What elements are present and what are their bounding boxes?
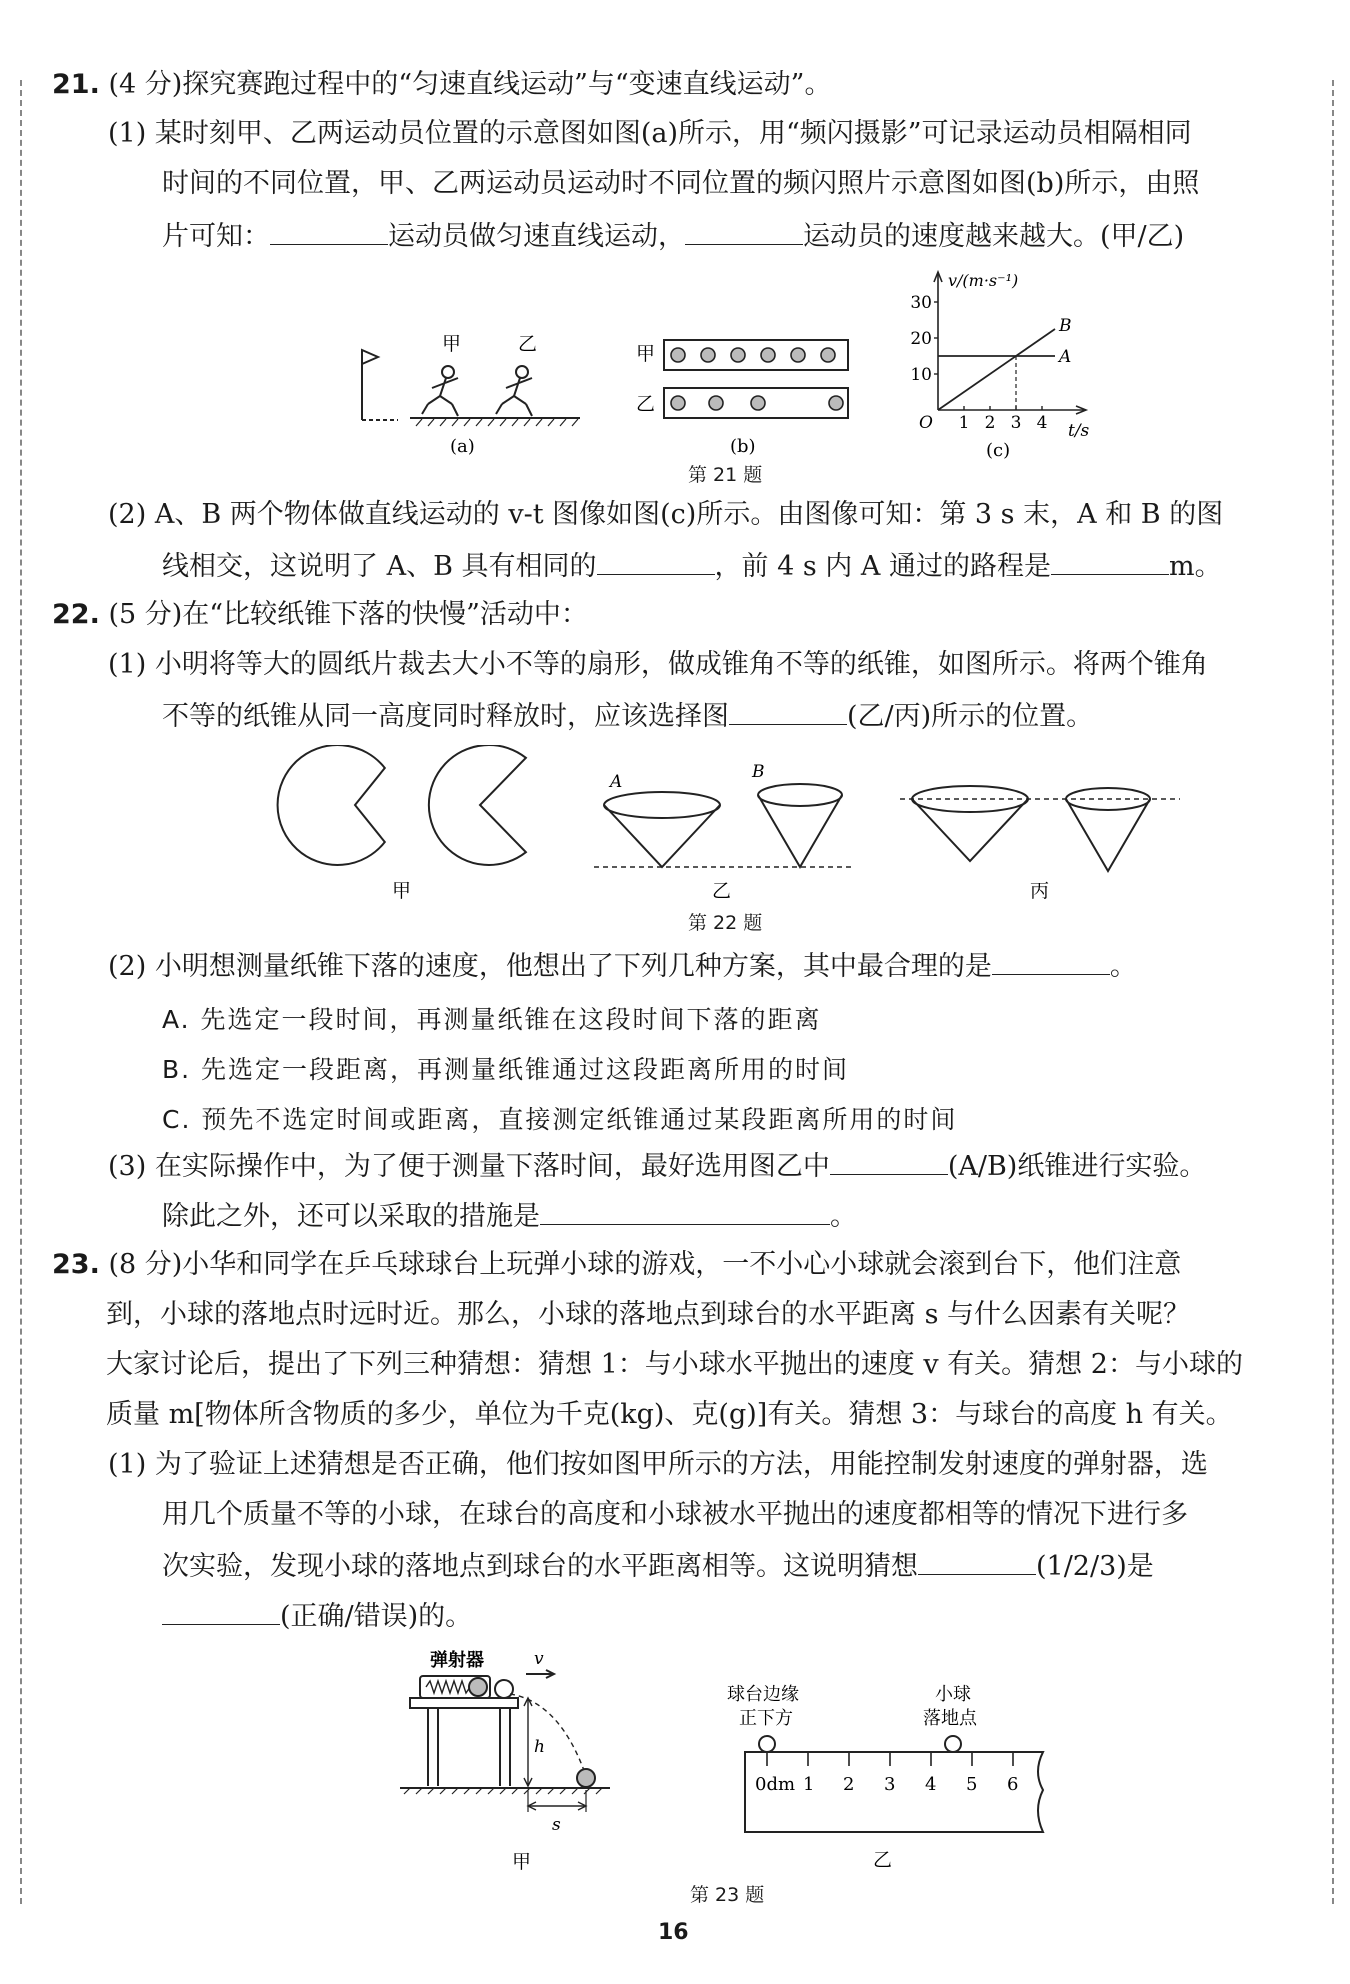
q21-vt-chart: [902, 262, 1102, 462]
q22-yi-label: 乙: [712, 880, 732, 902]
q23-p1-text-c: (正确/错误)的。: [280, 1601, 473, 1632]
q22-p3-line2: [162, 1198, 857, 1234]
ruler-tick-5: 5: [966, 1774, 978, 1795]
q22-choice-C[interactable]: C. 预先不选定时间或距离，直接测定纸锥通过某段距离所用的时间: [162, 1105, 958, 1134]
q22-blank-2[interactable]: [992, 948, 1110, 975]
q22-p1-text-a: 不等的纸锥从同一高度同时释放时，应该选择图: [162, 701, 729, 732]
q21-stem-text: (4 分)探究赛跑过程中的“匀速直线运动”与“变速直线运动”。: [108, 69, 832, 100]
q22-stem: [52, 598, 588, 632]
height-label: h: [534, 1737, 545, 1757]
page-number: 16: [658, 1920, 689, 1945]
q21a-yi-label: 乙: [518, 333, 538, 355]
runner-yi-icon: [496, 366, 532, 416]
q23-blank-2[interactable]: [162, 1598, 280, 1625]
chart-series-label-A: A: [1059, 347, 1072, 367]
ruler-tick-2: 2: [843, 1774, 855, 1795]
q23-figure-caption: 第 23 题: [690, 1884, 765, 1906]
paper-disc-2-icon: [429, 745, 526, 865]
q22-p2-text-a: (2) 小明想测量纸锥下落的速度，他想出了下列几种方案，其中最合理的是: [108, 951, 992, 982]
chart-series-line-B: [938, 329, 1055, 410]
q22-number: 22.: [52, 599, 100, 630]
q23-p1-line4: [162, 1598, 472, 1634]
q22-bing-label: 丙: [1030, 880, 1050, 902]
q23-stem-line3: 大家讨论后，提出了下列三种猜想：猜想 1：与小球水平抛出的速度 v 有关。猜想 2：与小球的: [106, 1349, 1243, 1380]
chart-y-axis-label: v/(m·s⁻¹): [948, 271, 1019, 290]
q22-jia-label: 甲: [392, 880, 412, 902]
ruler-tick-4: 4: [925, 1774, 937, 1795]
ruler-tick-6: 6: [1007, 1774, 1019, 1795]
chart-axes: [934, 272, 1086, 414]
q21b-jia-label: 甲: [636, 343, 656, 365]
q21-blank-4[interactable]: [1051, 548, 1169, 575]
q21-figure-caption: 第 21 题: [688, 464, 763, 486]
runner-jia-icon: [422, 366, 458, 416]
q23-blank-1[interactable]: [918, 1548, 1036, 1575]
q23-p1-line1: (1) 为了验证上述猜想是否正确，他们按如图甲所示的方法，用能控制发射速度的弹射器，选: [108, 1449, 1208, 1480]
chart-y-tick-label: 20: [910, 329, 932, 349]
landing-label-2: 落地点: [923, 1708, 977, 1729]
landing-ball-icon: [945, 1736, 961, 1752]
distance-label: s: [552, 1815, 561, 1835]
q23-jia-label: 甲: [512, 1851, 532, 1870]
q21a-jia-label: 甲: [442, 333, 462, 355]
paper-disc-1-icon: [278, 745, 385, 865]
ruler-tick-1: 1: [803, 1774, 815, 1795]
q22-p1-text-b: (乙/丙)所示的位置。: [847, 701, 1094, 732]
q22-p3-text-c: 除此之外，还可以采取的措施是: [162, 1201, 540, 1232]
q21-p1-text-b: 运动员做匀速直线运动，: [388, 221, 685, 252]
q22-p3-text-b: (A/B)纸锥进行实验。: [947, 1151, 1207, 1182]
q22-stem-text: (5 分)在“比较纸锥下落的快慢”活动中：: [108, 599, 588, 630]
table-edge-label-1: 球台边缘: [727, 1684, 799, 1705]
q21b-caption: (b): [730, 436, 756, 457]
q21-p2-text-c: m。: [1168, 551, 1222, 582]
q21-p1-text-a: 片可知：: [162, 221, 270, 252]
q21-stem: [52, 68, 831, 102]
chart-x-axis-label: t/s: [1068, 421, 1090, 441]
q21-blank-2[interactable]: [685, 218, 803, 245]
q21-blank-1[interactable]: [270, 218, 388, 245]
q22-p1-line2: [162, 698, 1093, 734]
q23-stem-line1: [52, 1248, 1181, 1282]
chart-x-tick-label: 4: [1036, 413, 1048, 433]
q23-number: 23.: [52, 1249, 100, 1280]
q21-figure-b: [630, 330, 855, 460]
chart-y-tick-label: 10: [910, 365, 932, 385]
q21a-caption: (a): [450, 436, 475, 457]
q23-stem-line2: 到，小球的落地点时远时近。那么，小球的落地点到球台的水平距离 s 与什么因素有关呢？: [106, 1299, 1191, 1330]
q21-p1-line3: [162, 218, 1184, 254]
launcher-label: 弹射器: [430, 1650, 484, 1671]
q23-p1-text-a: 次实验，发现小球的落地点到球台的水平距离相等。这说明猜想: [162, 1551, 918, 1582]
velocity-label: v: [534, 1649, 544, 1669]
q23-stem-line4: 质量 m[物体所含物质的多少，单位为千克(kg)、克(g)]有关。猜想 3：与球台的高度 h 有关。: [106, 1399, 1233, 1430]
q22-figure-caption: 第 22 题: [688, 912, 763, 934]
q21-blank-3[interactable]: [597, 548, 715, 575]
q22-choice-B[interactable]: B. 先选定一段距离，再测量纸锥通过这段距离所用的时间: [162, 1055, 850, 1084]
chart-x-tick-label: 2: [984, 413, 996, 433]
chart-x-tick-label: 3: [1010, 413, 1022, 433]
q23-figure-yi: [715, 1680, 1055, 1870]
q21-p1-text-c: 运动员的速度越来越大。(甲/乙): [803, 221, 1185, 252]
q22-figure: [260, 745, 1190, 905]
cone-B-label: B: [752, 762, 765, 782]
left-margin-line: [20, 80, 22, 1904]
q21-figure-a: [350, 330, 590, 460]
q22-p3-text-a: (3) 在实际操作中，为了便于测量下落时间，最好选用图乙中: [108, 1151, 830, 1182]
q21b-yi-label: 乙: [636, 393, 656, 415]
q22-p1-line1: (1) 小明将等大的圆纸片裁去大小不等的扇形，做成锥角不等的纸锥，如图所示。将两个锥角: [108, 649, 1208, 680]
q22-blank-3[interactable]: [830, 1148, 948, 1175]
q21-p2-line1: (2) A、B 两个物体做直线运动的 v-t 图像如图(c)所示。由图像可知：第 3 s 末，A 和 B 的图: [108, 499, 1224, 530]
ruler-tick-3: 3: [884, 1774, 896, 1795]
q22-p2: [108, 948, 1137, 984]
table-edge-label-2: 正下方: [739, 1708, 793, 1729]
q22-p3-text-d: 。: [830, 1201, 857, 1232]
ruler-tick-0: 0dm: [755, 1774, 796, 1795]
chart-y-tick-label: 30: [910, 293, 932, 313]
right-margin-line: [1332, 80, 1334, 1904]
q23-figure-jia: [400, 1640, 650, 1870]
q21-p2-line2: [162, 548, 1222, 584]
cone-A-label: A: [610, 772, 623, 792]
q23-yi-label: 乙: [873, 1849, 893, 1870]
q22-p2-text-b: 。: [1109, 951, 1137, 982]
q23-p1-line2: 用几个质量不等的小球，在球台的高度和小球被水平抛出的速度都相等的情况下进行多: [162, 1499, 1188, 1530]
chart-x-tick-label: 1: [958, 413, 970, 433]
q21-p2-text-a: 线相交，这说明了 A、B 具有相同的: [162, 551, 597, 582]
landing-label-1: 小球: [935, 1684, 971, 1705]
chart-x-tick-label: O: [919, 413, 933, 433]
q23-p1-text-b: (1/2/3)是: [1036, 1551, 1154, 1582]
q21-p2-text-b: ，前 4 s 内 A 通过的路程是: [714, 551, 1051, 582]
q22-p3-line1: [108, 1148, 1206, 1184]
chart-series-label-B: B: [1059, 316, 1072, 336]
q21c-caption: (c): [986, 440, 1011, 461]
q22-choice-A[interactable]: A. 先选定一段时间，再测量纸锥在这段时间下落的距离: [162, 1005, 822, 1034]
q23-p1-line3: [162, 1548, 1154, 1584]
edge-ball-icon: [759, 1736, 775, 1752]
q21-number: 21.: [52, 69, 100, 100]
q21-p1-line2: 时间的不同位置，甲、乙两运动员运动时不同位置的频闪照片示意图如图(b)所示，由照: [162, 168, 1200, 199]
q23-stem-text: (8 分)小华和同学在乒乓球球台上玩弹小球的游戏，一不小心小球就会滚到台下，他们注意: [108, 1249, 1182, 1280]
q21-p1-line1: (1) 某时刻甲、乙两运动员位置的示意图如图(a)所示，用“频闪摄影”可记录运动员相隔相同: [108, 118, 1192, 149]
q22-blank-1[interactable]: [729, 698, 847, 725]
q22-blank-4[interactable]: [540, 1198, 830, 1225]
